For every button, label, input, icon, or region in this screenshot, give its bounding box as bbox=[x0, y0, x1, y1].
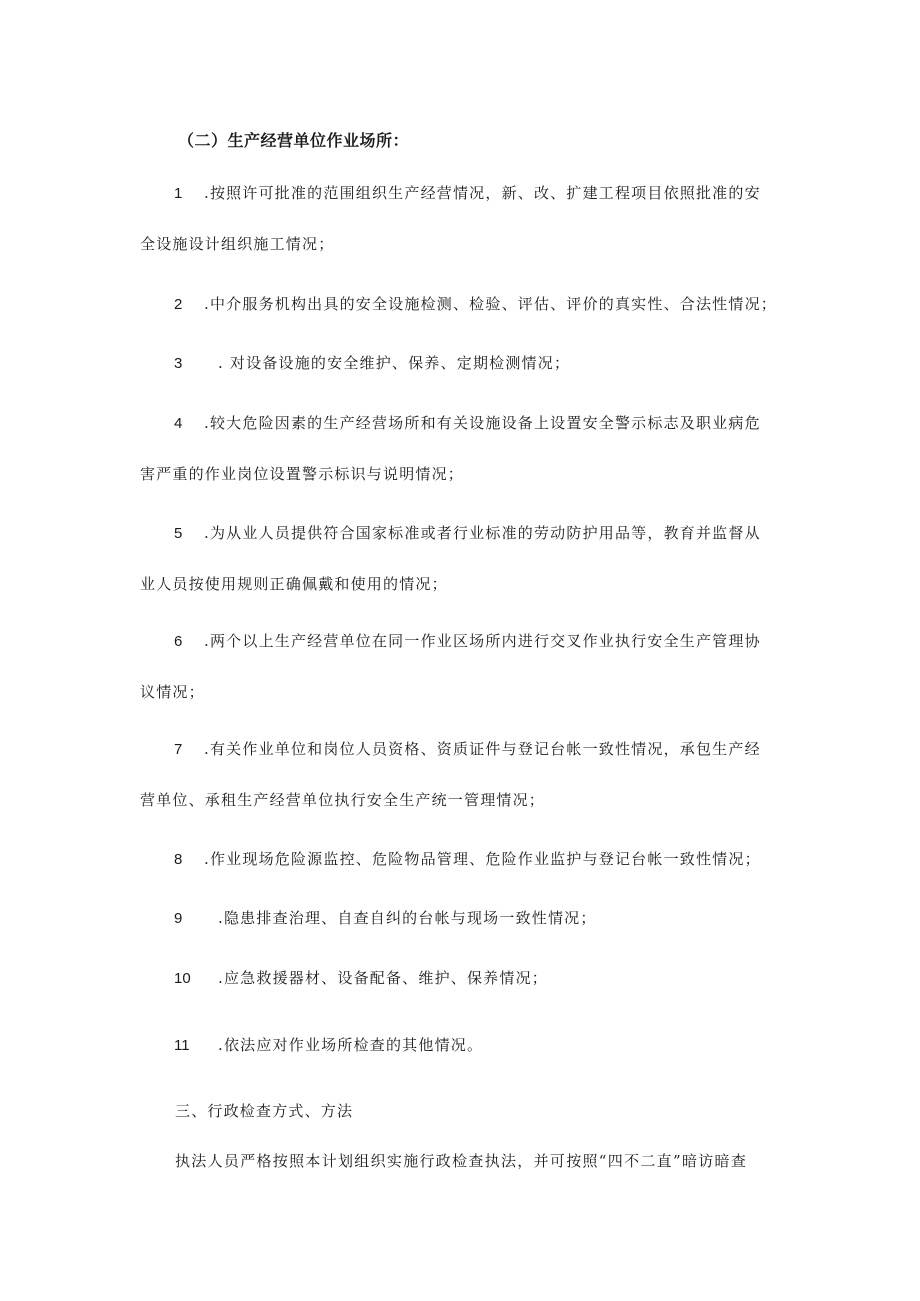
list-item-4 bbox=[140, 398, 790, 500]
item-number: 1 bbox=[174, 185, 183, 202]
item-number: 11 bbox=[174, 1037, 190, 1054]
list-item-6 bbox=[140, 616, 790, 718]
item-text: . 对设备设施的安全维护、保养、定期检测情况； bbox=[218, 354, 571, 372]
item-number: 6 bbox=[174, 633, 183, 650]
list-item-8 bbox=[140, 834, 790, 885]
list-item-5 bbox=[140, 508, 790, 610]
item-number: 2 bbox=[174, 296, 183, 313]
list-item-3 bbox=[140, 338, 790, 389]
item-text: .隐患排查治理、自查自纠的台帐与现场一致性情况； bbox=[218, 909, 597, 927]
item-text: .为从业人员提供符合国家标准或者行业标准的劳动防护用品等，教育并监督从 bbox=[204, 524, 761, 542]
section-heading-3: 三、行政检查方式、方法 bbox=[175, 1102, 354, 1120]
item-text: .依法应对作业场所检查的其他情况。 bbox=[218, 1036, 484, 1054]
item-text-continued: 议情况； bbox=[140, 683, 205, 701]
item-number: 3 bbox=[174, 355, 183, 372]
section-title: （二）生产经营单位作业场所： bbox=[178, 131, 410, 150]
item-text: .两个以上生产经营单位在同一作业区场所内进行交叉作业执行安全生产管理协 bbox=[204, 632, 761, 650]
item-text: .有关作业单位和岗位人员资格、资质证件与登记台帐一致性情况，承包生产经 bbox=[204, 740, 761, 758]
item-number: 4 bbox=[174, 415, 183, 432]
item-text: .较大危险因素的生产经营场所和有关设施设备上设置安全警示标志及职业病危 bbox=[204, 414, 761, 432]
item-number: 7 bbox=[174, 741, 183, 758]
list-item-2 bbox=[140, 279, 790, 330]
item-text-continued: 业人员按使用规则正确佩戴和使用的情况； bbox=[140, 575, 448, 593]
list-item-7 bbox=[140, 724, 790, 826]
item-text-continued: 营单位、承租生产经营单位执行安全生产统一管理情况； bbox=[140, 791, 546, 809]
item-text: .按照许可批准的范围组织生产经营情况，新、改、扩建工程项目依照批准的安 bbox=[204, 184, 761, 202]
body-paragraph: 执法人员严格按照本计划组织实施行政检查执法，并可按照“四不二直”暗访暗查 bbox=[175, 1152, 748, 1170]
item-text: .中介服务机构出具的安全设施检测、检验、评估、评价的真实性、合法性情况； bbox=[204, 295, 777, 313]
item-text: .应急救援器材、设备配备、维护、保养情况； bbox=[218, 969, 548, 987]
list-item-10 bbox=[140, 953, 790, 1004]
list-item-11 bbox=[140, 1020, 790, 1071]
item-number: 10 bbox=[174, 970, 191, 987]
list-item-1 bbox=[140, 168, 790, 270]
item-text: .作业现场危险源监控、危险物品管理、危险作业监护与登记台帐一致性情况； bbox=[204, 850, 761, 868]
item-number: 8 bbox=[174, 851, 183, 868]
list-item-9 bbox=[140, 893, 790, 944]
item-number: 5 bbox=[174, 525, 183, 542]
item-text-continued: 全设施设计组织施工情况； bbox=[140, 235, 335, 253]
item-number: 9 bbox=[174, 910, 183, 927]
item-text-continued: 害严重的作业岗位设置警示标识与说明情况； bbox=[140, 465, 465, 483]
